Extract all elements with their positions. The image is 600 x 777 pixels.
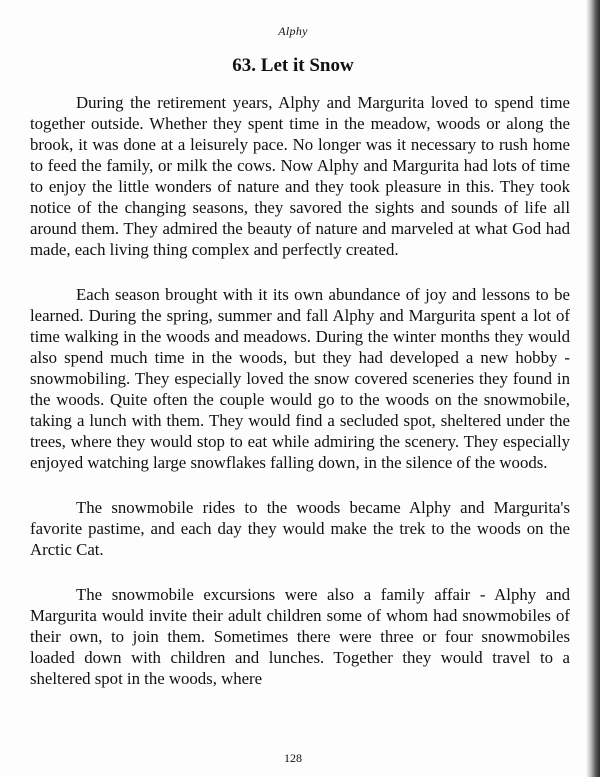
chapter-title: 63. Let it Snow — [232, 55, 354, 76]
page-binding-shadow — [586, 0, 600, 777]
page-number: 128 — [284, 751, 302, 765]
running-head: Alphy — [278, 24, 308, 38]
paragraph-3: The snowmobile rides to the woods became Alphy and Margurita's favorite pastime, and each day they would make the trek to the woods on the Arctic Cat. — [30, 498, 570, 559]
paragraph-2: Each season brought with it its own abundance of joy and lessons to be learned. During the spring, summer and fall Alphy and Margurita spent a lot of time walking in the woods and meadows. During the winter months they would also spend much time in the woods, but they had developed a new hobby - snowmobiling. They especially loved the snow covered sceneries they found in the woods. Quite often the couple would go to the woods on the snowmobile, taking a lunch with them. They would find a secluded spot, sheltered under the trees, where they would stop to eat while admiring the scenery. They especially enjoyed watching large snowflakes falling down, in the silence of the woods. — [30, 285, 570, 472]
body-text — [30, 92, 570, 713]
paragraph-1: During the retirement years, Alphy and Margurita loved to spend time together outside. Whether they spent time in the meadow, woods or along the brook, it was done at a leisurely pace. No longer was it necessary to rush home to feed the family, or milk the cows. Now Alphy and Margurita had lots of time to enjoy the little wonders of nature and they took pleasure in this. They took notice of the changing seasons, they savored the sights and sounds of life all around them. They admired the beauty of nature and marveled at what God had made, each living thing complex and perfectly created. — [30, 93, 570, 259]
paragraph-4: The snowmobile excursions were also a family affair - Alphy and Margurita would invite their adult children some of whom had snowmobiles of their own, to join them. Sometimes there were three or four snowmobiles loaded down with children and lunches. Together they would travel to a sheltered spot in the woods, where — [30, 585, 570, 688]
